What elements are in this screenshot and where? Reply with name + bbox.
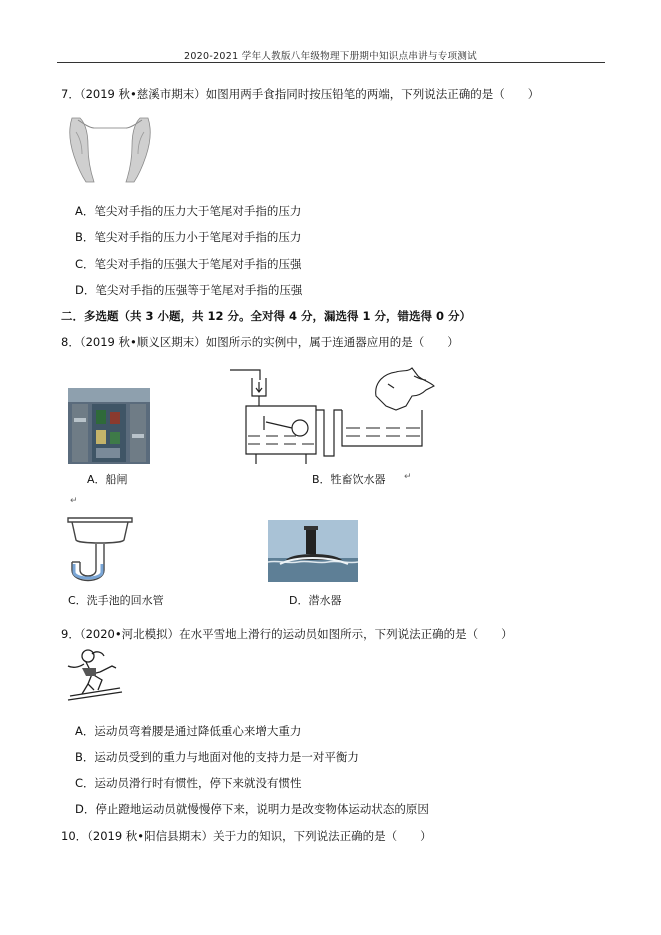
q9-option-b: B．运动员受到的重力与地面对他的支持力是一对平衡力 [75,750,359,764]
sink-drain-diagram [66,516,136,588]
q10-stem: 10．（2019 秋•阳信县期末）关于力的知识，下列说法正确的是（ ） [61,829,432,843]
return-mark: ↵ [404,472,412,482]
q9-option-d: D．停止蹬地运动员就慢慢停下来，说明力是改变物体运动状态的原因 [75,802,429,816]
ship-lock-photo [68,388,150,464]
caption-b: B．牲畜饮水器 [312,473,386,486]
submarine-photo [268,520,358,582]
q9-option-c: C．运动员滑行时有惯性，停下来就没有惯性 [75,776,302,790]
q7-pencil-hands-image [64,110,156,190]
q9-option-a: A．运动员弯着腰是通过降低重心来增大重力 [75,724,302,738]
caption-c: C．洗手池的回水管 [68,594,164,607]
q7-option-b: B．笔尖对手指的压力小于笔尾对手指的压力 [75,230,302,244]
caption-d: D．潜水器 [289,594,342,607]
page-header: 2020-2021 学年人教版八年级物理下册期中知识点串讲与专项测试 [183,51,477,62]
q7-stem: 7．（2019 秋•慈溪市期末）如图用两手食指同时按压铅笔的两端，下列说法正确的是（ ） [61,87,540,101]
return-mark: ↵ [70,496,78,506]
q7-option-c: C．笔尖对手指的压强大于笔尾对手指的压强 [75,257,302,271]
section-title: 二．多选题（共 3 小题，共 12 分。全对得 4 分，漏选得 1 分，错选得 0 分） [61,309,472,323]
header-divider [57,62,605,63]
caption-a: A．船闸 [87,473,128,486]
q9-stem: 9．（2020•河北模拟）在水平雪地上滑行的运动员如图所示，下列说法正确的是（ ） [61,627,513,641]
livestock-waterer-diagram [226,366,438,466]
q8-stem: 8．（2019 秋•顺义区期末）如图所示的实例中，属于连通器应用的是（ ） [61,335,459,349]
q7-option-d: D．笔尖对手指的压强等于笔尾对手指的压强 [75,283,303,297]
skier-image [66,646,126,706]
q7-option-a: A．笔尖对手指的压力大于笔尾对手指的压力 [75,204,302,218]
